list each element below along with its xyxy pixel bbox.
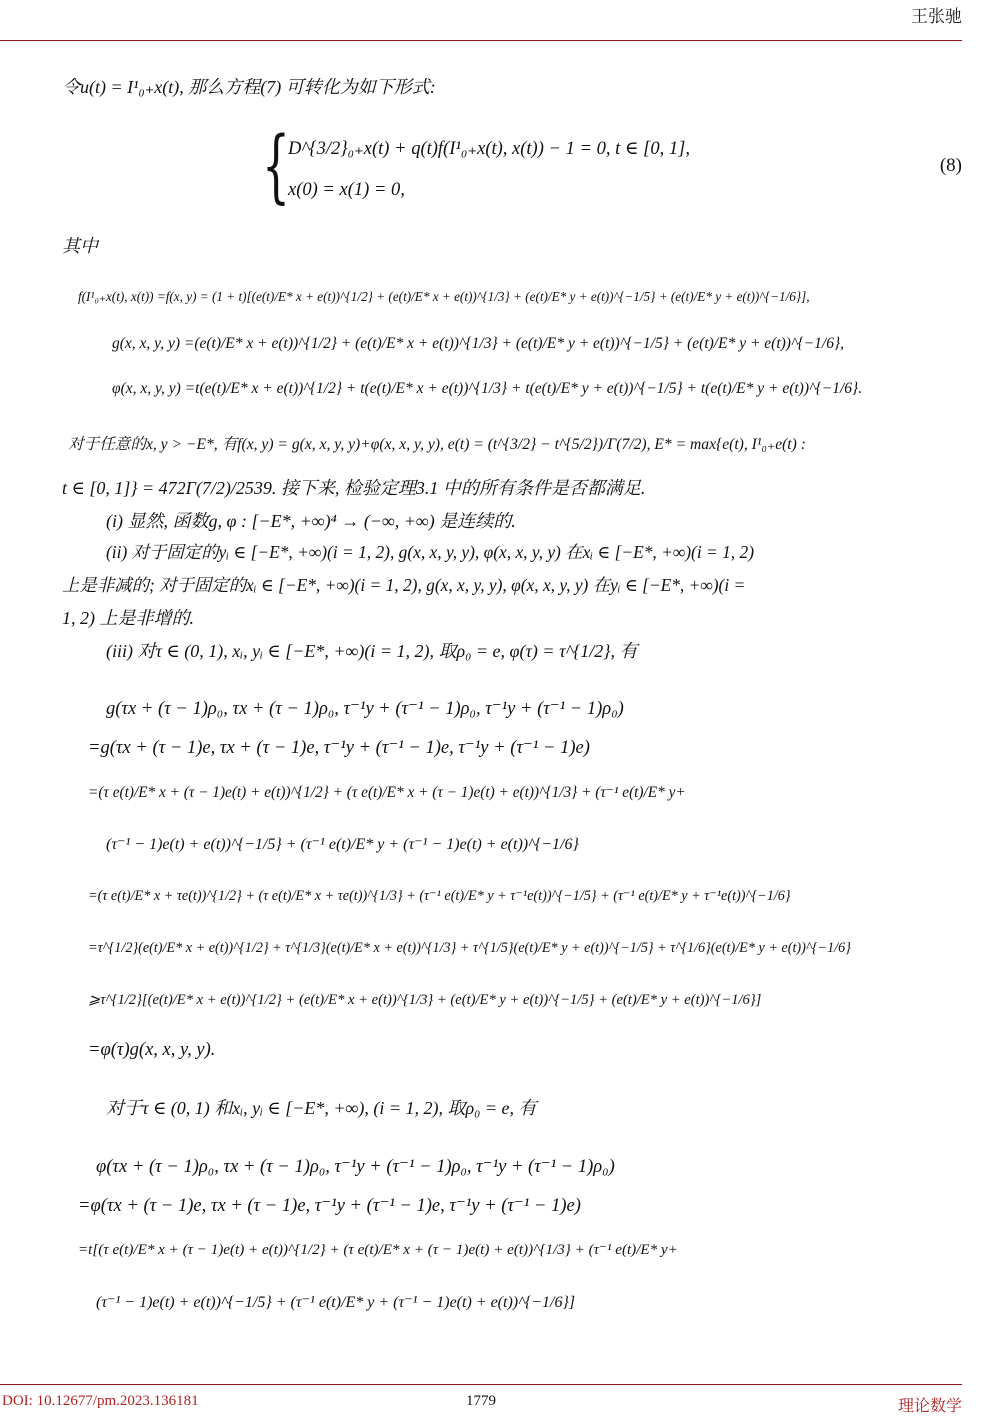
condition-ii-line-3: 1, 2) 上是非增的. xyxy=(62,608,194,628)
derivation-g-line-7: ⩾τ^{1/2}[(e(t)/E* x + e(t))^{1/2} + (e(t)/E* x + e(t))^{1/3} + (e(t)/E* y + e(t))^{−1/5} + (e(t)/E* y + e(t))^{−1/6}] xyxy=(88,992,762,1008)
derivation-g-line-2: =g(τx + (τ − 1)e, τx + (τ − 1)e, τ⁻¹y + (τ⁻¹ − 1)e, τ⁻¹y + (τ⁻¹ − 1)e) xyxy=(88,738,590,758)
equation-line-1: D^{3/2}₀₊x(t) + q(t)f(I¹₀₊x(t), x(t)) − 1 = 0, t ∈ [0, 1], xyxy=(288,139,690,159)
condition-i: (i) 显然, 函数g, φ : [−E*, +∞)⁴ → (−∞, +∞) 是连续的. xyxy=(106,511,516,531)
definition-g: g(x, x, y, y) =(e(t)/E* x + e(t))^{1/2} + (e(t)/E* x + e(t))^{1/3} + (e(t)/E* y + e(t))^{−1/5} + (e(t)/E* y + e(t))^{−1/6}, xyxy=(112,335,845,352)
text-line-check: t ∈ [0, 1]} = 472Γ(7/2)/2539. 接下来, 检验定理3.1 中的所有条件是否都满足. xyxy=(62,478,646,498)
text-line-intro: 令u(t) = I¹₀₊x(t), 那么方程(7) 可转化为如下形式: xyxy=(62,77,436,97)
derivation-g-line-4: (τ⁻¹ − 1)e(t) + e(t))^{−1/5} + (τ⁻¹ e(t)/E* y + (τ⁻¹ − 1)e(t) + e(t))^{−1/6} xyxy=(106,836,579,853)
equation-number: (8) xyxy=(939,155,962,176)
derivation-g-line-8: =φ(τ)g(x, x, y, y). xyxy=(88,1040,216,1060)
header-rule xyxy=(0,40,962,41)
text-line-for-tau: 对于τ ∈ (0, 1) 和xᵢ, yᵢ ∈ [−E*, +∞), (i = 1, 2), 取ρ₀ = e, 有 xyxy=(106,1098,537,1118)
left-brace: { xyxy=(262,119,290,212)
running-header-author: 王张驰 xyxy=(911,7,962,27)
footer-page-number: 1779 xyxy=(466,1393,496,1409)
derivation-phi-line-3: =t[(τ e(t)/E* x + (τ − 1)e(t) + e(t))^{1/2} + (τ e(t)/E* x + (τ − 1)e(t) + e(t))^{1/3} + (τ⁻¹ e(t)/E* y+ xyxy=(78,1242,678,1258)
definition-phi: φ(x, x, y, y) =t(e(t)/E* x + e(t))^{1/2} + t(e(t)/E* x + e(t))^{1/3} + t(e(t)/E* y + e(t))^{−1/5} + t(e(t)/E* y + e(t))^{−1/6}. xyxy=(112,380,863,397)
condition-ii-line-1: (ii) 对于固定的yᵢ ∈ [−E*, +∞)(i = 1, 2), g(x, x, y, y), φ(x, x, y, y) 在xᵢ ∈ [−E*, +∞)(i = 1, 2) xyxy=(106,542,754,562)
condition-iii: (iii) 对τ ∈ (0, 1), xᵢ, yᵢ ∈ [−E*, +∞)(i = 1, 2), 取ρ₀ = e, φ(τ) = τ^{1/2}, 有 xyxy=(106,641,638,661)
definition-f: f(I¹₀₊x(t), x(t)) =f(x, y) = (1 + t)[(e(t)/E* x + e(t))^{1/2} + (e(t)/E* x + e(t))^{1/3} + (e(t)/E* y + e(t))^{−1/5} + (e(t)/E* y + e(t))^{−1/6}], xyxy=(78,289,810,304)
derivation-g-line-3: =(τ e(t)/E* x + (τ − 1)e(t) + e(t))^{1/2} + (τ e(t)/E* x + (τ − 1)e(t) + e(t))^{1/3} + (τ⁻¹ e(t)/E* y+ xyxy=(88,784,686,801)
derivation-g-line-1: g(τx + (τ − 1)ρ₀, τx + (τ − 1)ρ₀, τ⁻¹y + (τ⁻¹ − 1)ρ₀, τ⁻¹y + (τ⁻¹ − 1)ρ₀) xyxy=(106,699,624,719)
footer-rule xyxy=(0,1384,962,1385)
condition-ii-line-2: 上是非减的; 对于固定的xᵢ ∈ [−E*, +∞)(i = 1, 2), g(x, x, y, y), φ(x, x, y, y) 在yᵢ ∈ [−E*, +∞)(i = xyxy=(62,575,746,595)
text-line-where: 其中 xyxy=(62,236,98,256)
footer-journal-name: 理论数学 xyxy=(897,1396,962,1415)
text-line-any: 对于任意的x, y > −E*, 有f(x, y) = g(x, x, y, y)+φ(x, x, y, y), e(t) = (t^{3/2} − t^{5/2})/Γ(7/2), E* = max{e(t), I¹₀₊e(t) : xyxy=(68,436,806,453)
footer-doi-link[interactable]: DOI: 10.12677/pm.2023.136181 xyxy=(2,1393,199,1409)
equation-line-2: x(0) = x(1) = 0, xyxy=(288,180,405,200)
derivation-g-line-6: =τ^{1/2}(e(t)/E* x + e(t))^{1/2} + τ^{1/3}(e(t)/E* x + e(t))^{1/3} + τ^{1/5}(e(t)/E* y + e(t))^{−1/5} + τ^{1/6}(e(t)/E* y + e(t))^{−1/6} xyxy=(88,940,851,956)
derivation-phi-line-2: =φ(τx + (τ − 1)e, τx + (τ − 1)e, τ⁻¹y + (τ⁻¹ − 1)e, τ⁻¹y + (τ⁻¹ − 1)e) xyxy=(78,1196,581,1216)
derivation-phi-line-1: φ(τx + (τ − 1)ρ₀, τx + (τ − 1)ρ₀, τ⁻¹y + (τ⁻¹ − 1)ρ₀, τ⁻¹y + (τ⁻¹ − 1)ρ₀) xyxy=(96,1157,615,1177)
derivation-phi-line-4: (τ⁻¹ − 1)e(t) + e(t))^{−1/5} + (τ⁻¹ e(t)/E* y + (τ⁻¹ − 1)e(t) + e(t))^{−1/6}] xyxy=(96,1294,576,1311)
derivation-g-line-5: =(τ e(t)/E* x + τe(t))^{1/2} + (τ e(t)/E* x + τe(t))^{1/3} + (τ⁻¹ e(t)/E* y + τ⁻¹e(t))^{−1/5} + (τ⁻¹ e(t)/E* y + τ⁻¹e(t))^{−1/6} xyxy=(88,888,791,904)
